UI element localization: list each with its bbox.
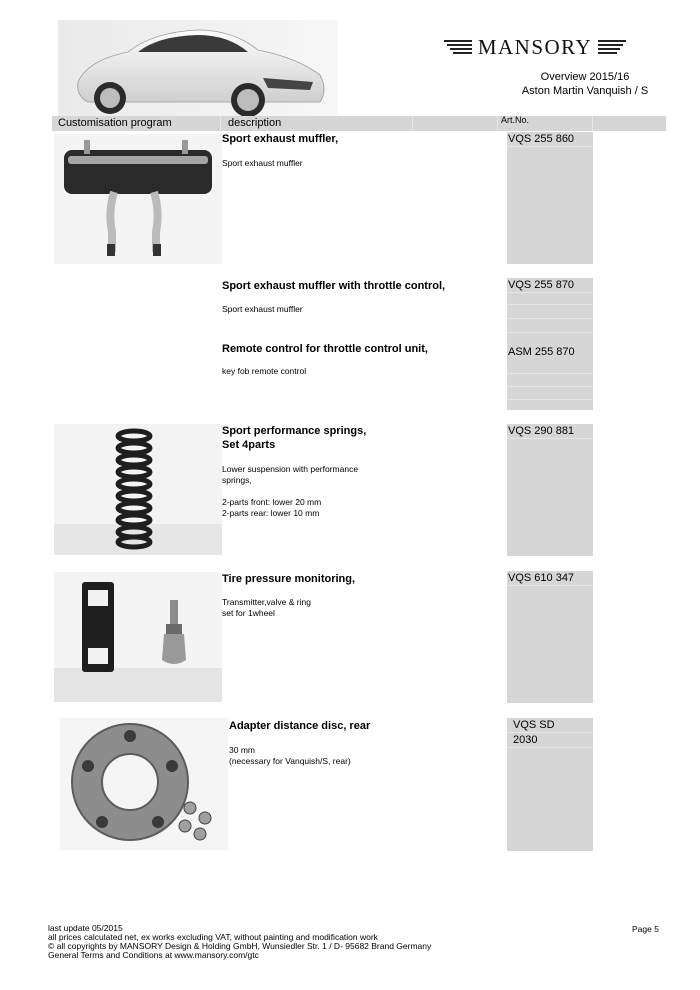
column-artno: Art.No. [501, 115, 530, 125]
item2-title: Sport exhaust muffler with throttle control, [222, 280, 446, 292]
item4-title: Tire pressure monitoring, [222, 573, 356, 585]
item5-desc-line1: 30 mm [229, 745, 255, 755]
adapter-disc-photo [60, 718, 228, 850]
item5-desc-line2: (necessary for Vanquish/S, rear) [229, 756, 351, 766]
item2-artno: VQS 255 870 [508, 279, 575, 291]
column-header-bar [52, 116, 666, 131]
mansory-logo [440, 34, 630, 60]
brand-name: MANSORY [477, 34, 593, 59]
footer-prices-note: all prices calculated net, ex works excluding VAT, without painting and modification work [48, 932, 378, 942]
footer-gtc-link[interactable]: General Terms and Conditions at www.mansory.com/gtc [48, 950, 259, 960]
item5-artno-box [507, 718, 593, 851]
item5-desc [229, 745, 351, 767]
item2-sub-desc: key fob remote control [222, 366, 307, 376]
item3-desc-line2: springs, [222, 475, 252, 485]
item1-artno-box [507, 132, 593, 264]
item3-desc [222, 464, 358, 519]
car-photo [58, 20, 338, 120]
item1-artno: VQS 255 860 [508, 133, 575, 145]
overview-line1: Overview 2015/16 [540, 71, 630, 83]
footer-last-update: last update 05/2015 [48, 923, 123, 933]
spring-photo [54, 424, 222, 555]
logo-lines-right-icon [598, 40, 626, 54]
item3-desc-line1: Lower suspension with performance [222, 464, 359, 474]
item5-artno-line1: VQS SD [513, 719, 555, 731]
footer-copyright: © all copyrights by MANSORY Design & Holding GmbH, Wunsiedler Str. 1 / D- 95682 Brand Germany [48, 941, 432, 951]
exhaust-muffler-photo [54, 134, 222, 264]
item3-title-line2: Set 4parts [222, 439, 276, 451]
item4-desc-line1: Transmitter,valve & ring [222, 597, 311, 607]
item3-desc-line5: 2-parts rear: lower 10 mm [222, 508, 320, 518]
item3-artno-box [507, 424, 593, 556]
page-number: Page 5 [632, 924, 659, 934]
item2-desc: Sport exhaust muffler [222, 304, 303, 314]
column-program: Customisation program [58, 117, 172, 129]
item4-desc [222, 597, 311, 619]
footer [48, 924, 468, 960]
column-description: description [228, 117, 282, 129]
item3-desc-line4: 2-parts front: lower 20 mm [222, 497, 322, 507]
tire-sensor-photo [54, 572, 222, 702]
item4-artno-box [507, 571, 593, 703]
item5-artno-line2: 2030 [513, 734, 538, 746]
item2-artno-box [507, 278, 593, 410]
item4-desc-line2: set for 1wheel [222, 608, 275, 618]
item1-title: Sport exhaust muffler, [222, 133, 339, 145]
item2-sub-title: Remote control for throttle control unit, [222, 343, 428, 355]
item2-sub-artno: ASM 255 870 [508, 346, 575, 358]
overview-line2: Aston Martin Vanquish / S [521, 85, 649, 97]
item3-title-line1: Sport performance springs, [222, 425, 367, 437]
item3-artno: VQS 290 881 [508, 425, 575, 437]
logo-lines-left-icon [444, 40, 472, 54]
overview-title [420, 70, 670, 98]
item5-title: Adapter distance disc, rear [229, 720, 371, 732]
item1-desc: Sport exhaust muffler [222, 158, 303, 168]
item4-artno: VQS 610 347 [508, 572, 575, 584]
